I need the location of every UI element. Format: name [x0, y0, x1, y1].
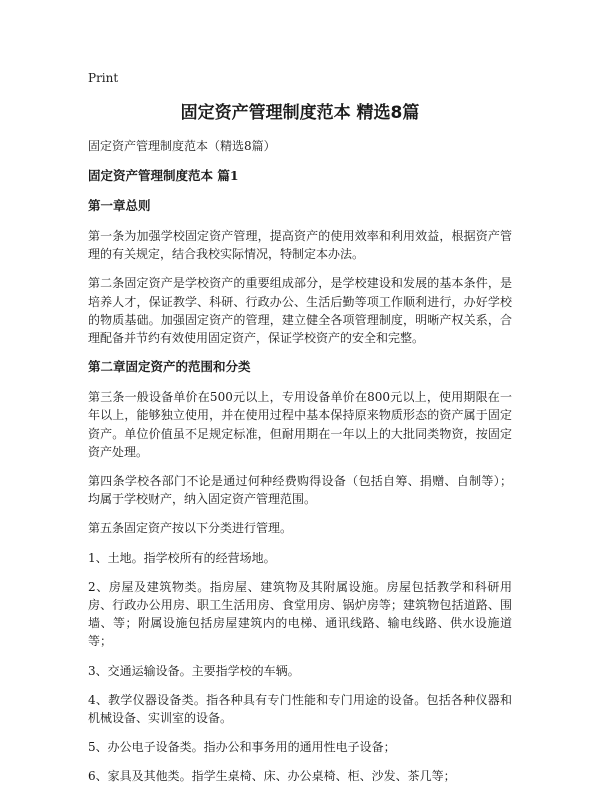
article-1-paragraph: 第一条为加强学校固定资产管理，提高资产的使用效率和利用效益，根据资产管理的有关规定，结合我校实际情况，特制定本办法。	[88, 229, 512, 262]
page-title: 固定资产管理制度范本 精选8篇	[180, 103, 420, 123]
chapter-2-heading: 第二章固定资产的范围和分类	[88, 359, 251, 375]
document-subtitle: 固定资产管理制度范本（精选8篇）	[88, 139, 276, 153]
section-heading: 固定资产管理制度范本 篇1	[88, 168, 239, 183]
category-item-instruments: 4、教学仪器设备类。指各种具有专门性能和专门用途的设备。包括各种仪器和机械设备、实训室的设备。	[88, 692, 512, 726]
article-4-paragraph: 第四条学校各部门不论是通过何种经费购得设备（包括自筹、捐赠、自制等）；均属于学校财产，纳入固定资产管理范围。	[88, 474, 512, 507]
article-3-paragraph: 第三条一般设备单价在500元以上，专用设备单价在800元以上，使用期限在一年以上，能够独立使用，并在使用过程中基本保持原来物质形态的资产属于固定资产。单位价值虽不足规定标准，但耐用期在一年以上的大批同类物资，按固定资产处理。	[88, 390, 512, 459]
article-2-paragraph: 第二条固定资产是学校资产的重要组成部分，是学校建设和发展的基本条件，是培养人才，保证教学、科研、行政办公、生活后勤等项工作顺利进行，办好学校的物质基础。加强固定资产的管理，建立健全各项管理制度，明晰产权关系，合理配备并节约有效使用固定资产，保证学校资产的安全和完整。	[88, 276, 512, 346]
print-link[interactable]: Print	[88, 71, 119, 85]
article-5-paragraph: 第五条固定资产按以下分类进行管理。	[88, 521, 293, 536]
category-item-land: 1、土地。指学校所有的经营场地。	[88, 550, 276, 565]
category-item-furniture: 6、家具及其他类。指学生桌椅、床、办公桌椅、柜、沙发、茶几等；	[88, 769, 456, 784]
category-item-buildings: 2、房屋及建筑物类。指房屋、建筑物及其附属设施。房屋包括教学和科研用房、行政办公用房、职工生活用房、食堂用房、锅炉房等；建筑物包括道路、围墙、等；附属设施包括房屋建筑内的电梯、通讯线路、输电线路、供水设施道等；	[88, 579, 512, 649]
chapter-1-heading: 第一章总则	[88, 198, 151, 213]
category-item-transport: 3、交通运输设备。主要指学校的车辆。	[88, 663, 300, 678]
category-item-office-electronics: 5、办公电子设备类。指办公和事务用的通用性电子设备；	[88, 740, 396, 755]
